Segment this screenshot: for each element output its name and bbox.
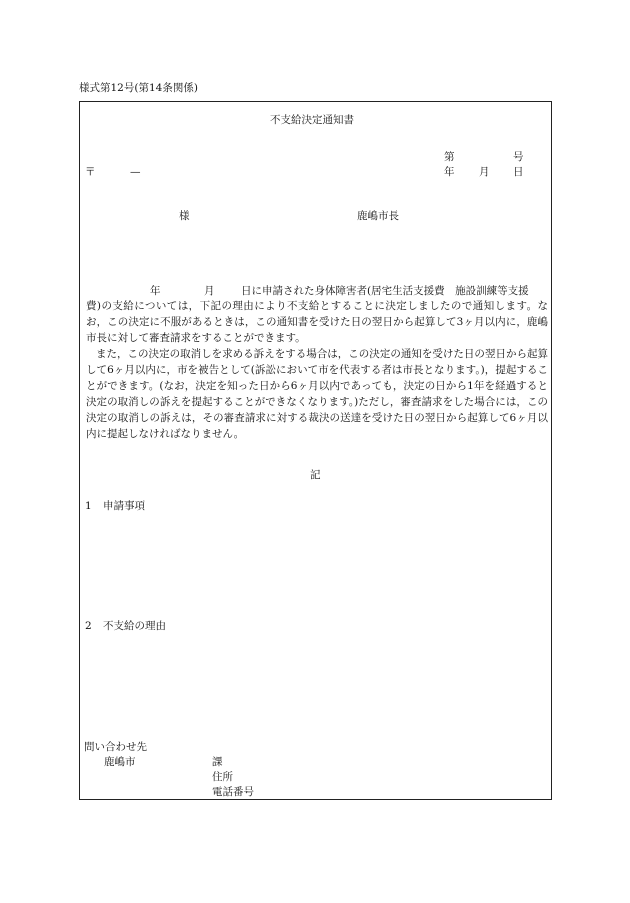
section-2-number: 2 [85, 620, 92, 632]
contact-heading: 問い合わせ先 [84, 741, 147, 753]
number-go: 号 [513, 151, 524, 163]
date-month: 月 [479, 166, 490, 178]
date-day: 日 [513, 166, 524, 178]
application-year: 年 [150, 285, 161, 297]
paragraph-1-first-line: 日に申請された身体障害者(居宅生活支援費 施設訓練等支援 [241, 285, 529, 297]
form-number-label: 様式第12号(第14条関係) [79, 82, 198, 94]
contact-city: 鹿嶋市 [104, 756, 136, 768]
application-month: 月 [204, 285, 215, 297]
contact-ka: 課 [212, 756, 223, 768]
document-title: 不支給決定通知書 [270, 114, 354, 126]
number-dai: 第 [444, 151, 455, 163]
postal-dash: — [130, 166, 141, 178]
recipient-suffix: 様 [179, 210, 190, 222]
sender-name: 鹿嶋市長 [357, 210, 399, 222]
section-1-number: 1 [85, 500, 92, 512]
section-2-label: 不支給の理由 [103, 620, 166, 632]
notice-frame [79, 101, 552, 800]
paragraph-2: また，この決定の取消しを求める訴えをする場合は，この決定の通知を受けた日の翌日から起算して6ヶ月以内に，市を被告として(訴訟において市を代表する者は市長となります。)，提起することができます。(なお，決定を知った日から6ヶ月以内であっても，決定の日から1年を経過すると決定の取消しの訴えを提起することができなくなります。)ただし，審査請求をした場合には，この決定の取消しの訴えは，その審査請求に対する裁決の送達を受けた日の翌日から起算して6ヶ月以内に提起しなければなりません。 [86, 348, 548, 440]
contact-address: 住所 [212, 771, 233, 783]
paragraph-1-rest: 費)の支給については，下記の理由により不支給とすることに決定しましたので通知します。なお，この決定に不服があるときは，この通知書を受けた日の翌日から起算して3ヶ月以内に，鹿嶋市長に対して審査請求をすることができます。 [86, 300, 548, 344]
postal-mark: 〒 [85, 166, 96, 178]
ki-heading: 記 [310, 469, 321, 481]
section-1-label: 申請事項 [103, 500, 145, 512]
date-year: 年 [444, 166, 455, 178]
contact-phone: 電話番号 [212, 786, 254, 798]
